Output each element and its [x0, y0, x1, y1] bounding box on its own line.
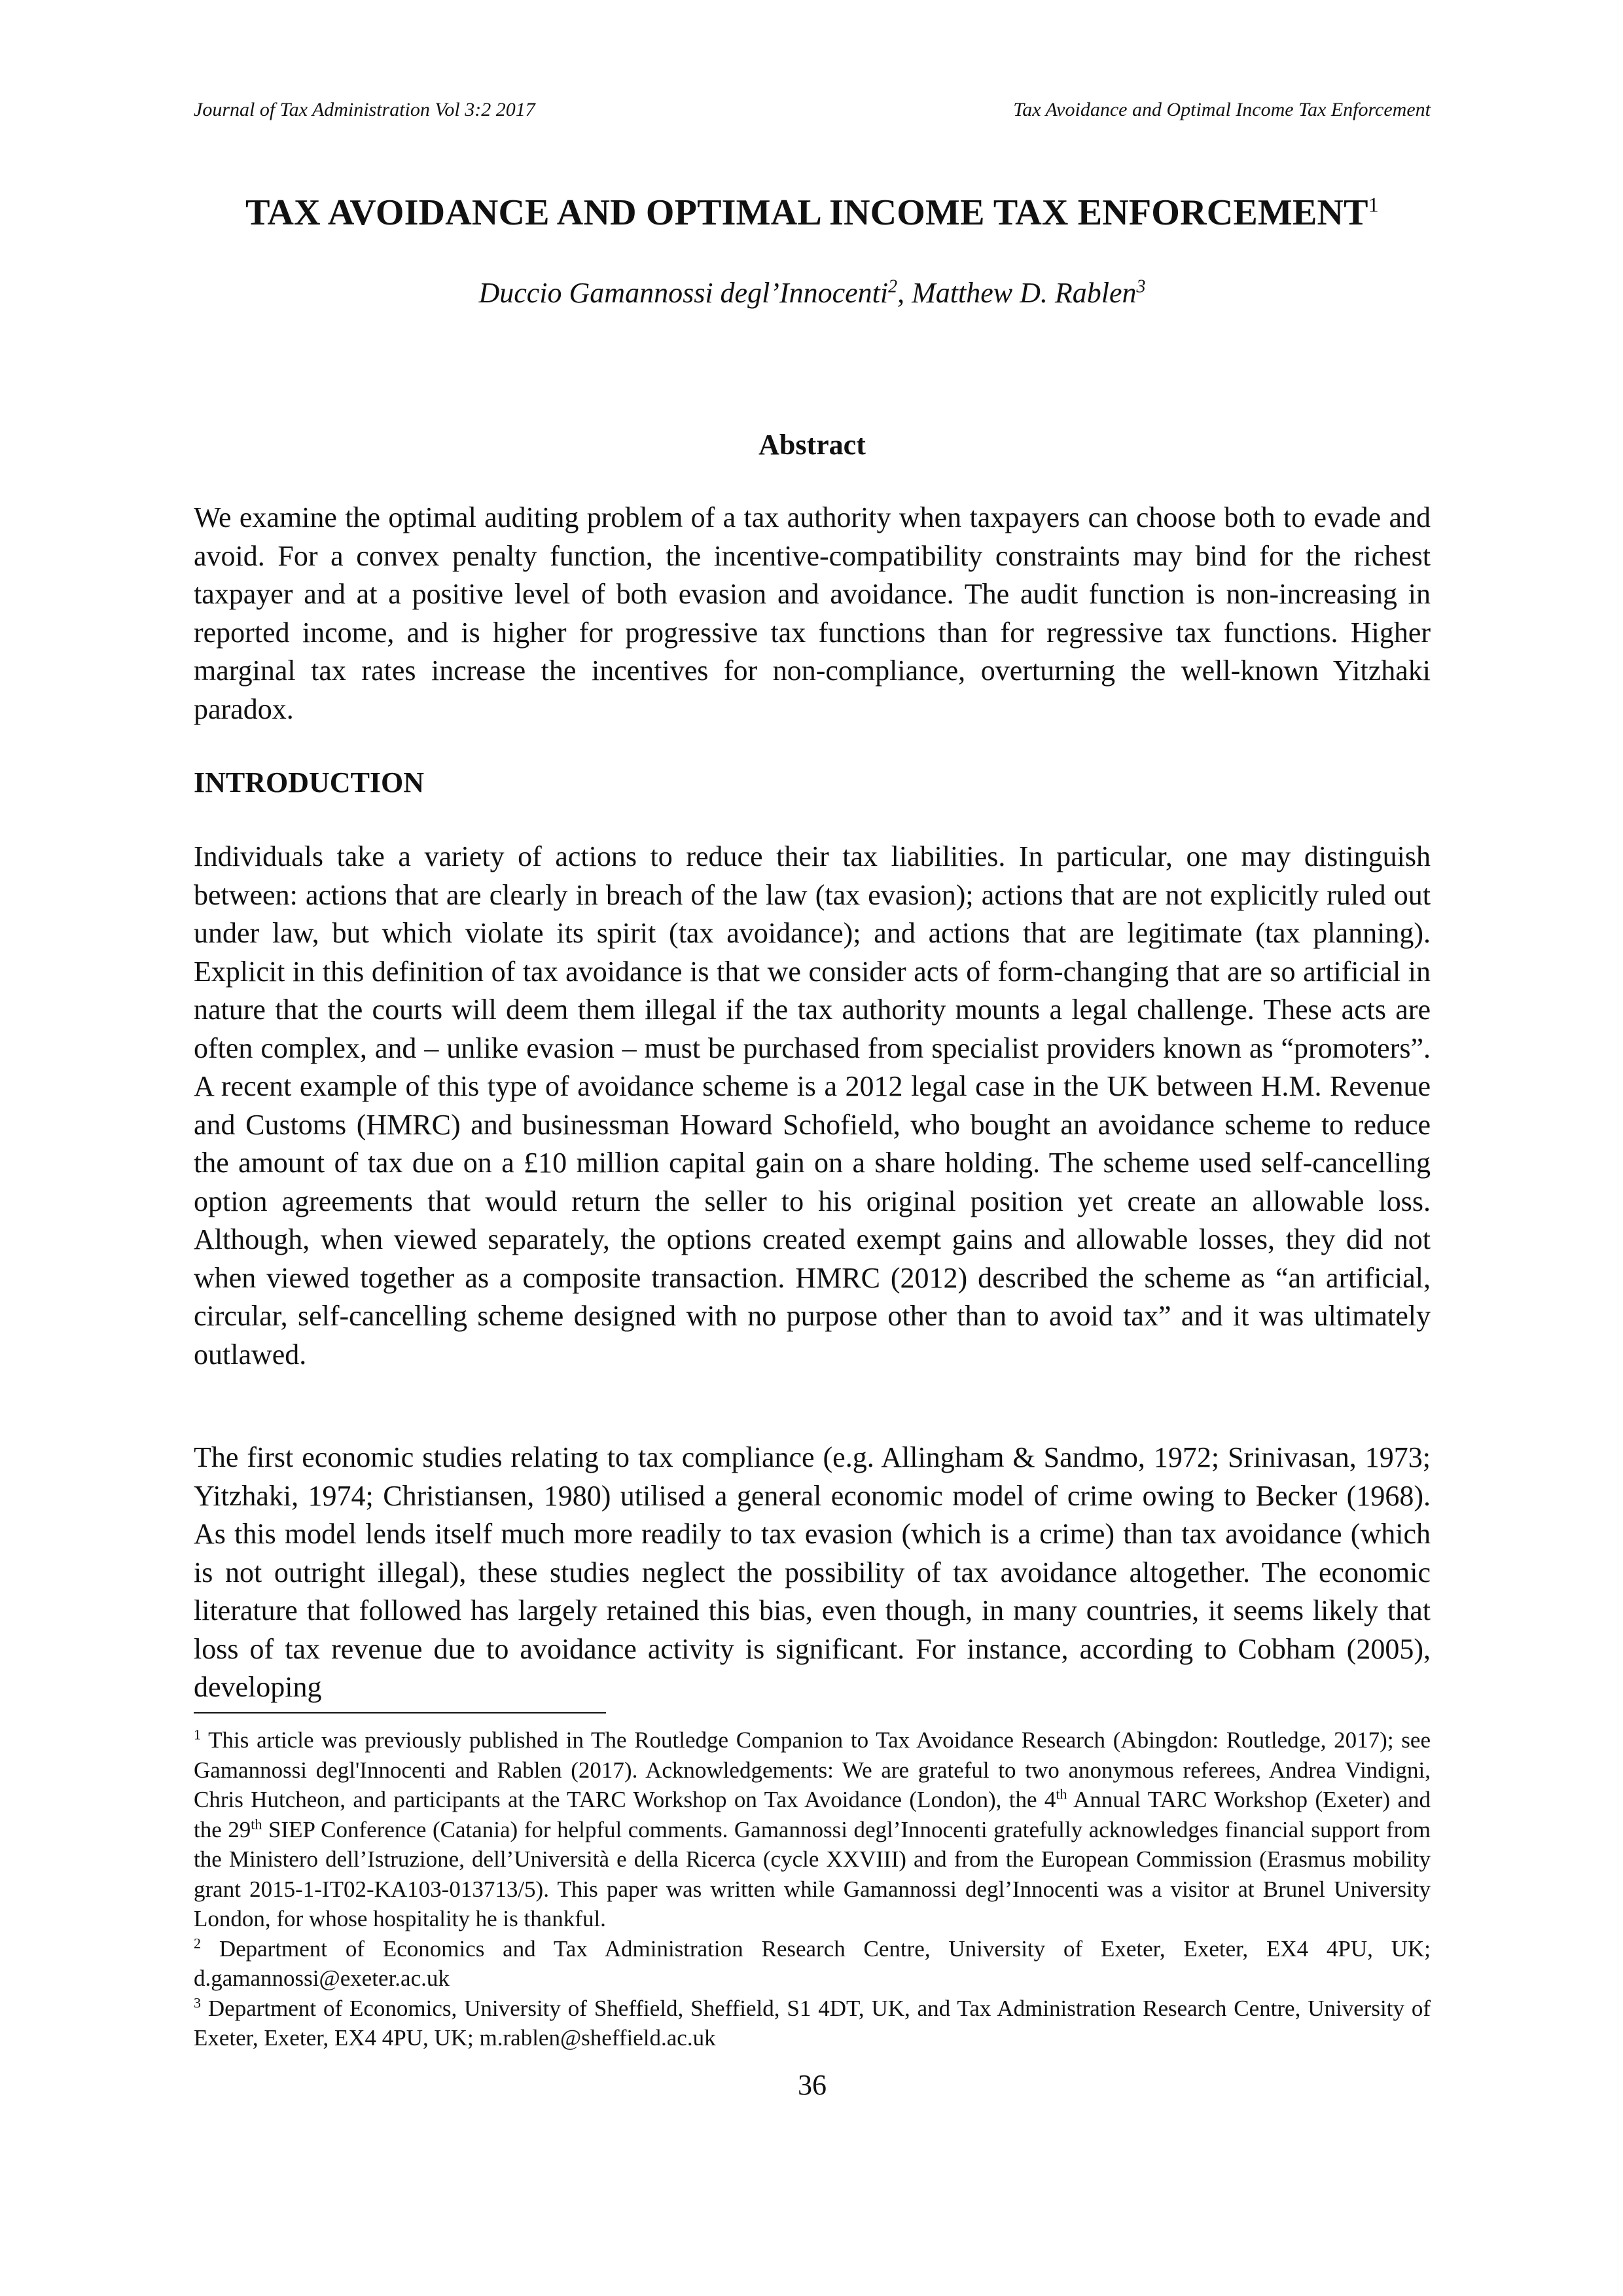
footnote-3	[194, 1994, 1431, 2053]
abstract-heading: Abstract	[758, 429, 866, 461]
introduction-heading: INTRODUCTION	[194, 766, 425, 798]
footnote-1	[194, 1725, 1431, 1934]
footnote-3-text: Department of Economics, University of Sheffield, Sheffield, S1 4DT, UK, and Tax Administration Research Centre, University of Exeter, Exeter, EX4 4PU, UK; m.rablen@sheffield.ac.uk	[194, 1995, 1431, 2051]
introduction-paragraph-2: The first economic studies relating to tax compliance (e.g. Allingham & Sandmo, 1972; Srinivasan, 1973; Yitzhaki, 1974; Christiansen, 1980) utilised a general economic model of crime owing to Becker (1968). As this model lends itself much more readily to tax evasion (which is a crime) than tax avoidance (which is not outright illegal), these studies neglect the possibility of tax avoidance altogether. The economic literature that followed has largely retained this bias, even though, in many countries, it seems likely that loss of tax revenue due to avoidance activity is significant. For instance, according to Cobham (2005), developing	[194, 1441, 1431, 1703]
title-footnote-mark[interactable]: 1	[1368, 192, 1379, 217]
author-line	[194, 275, 1431, 312]
author-2-footnote-mark[interactable]: 3	[1136, 276, 1146, 297]
footnote-2-mark: 2	[194, 1934, 201, 1951]
introduction-paragraph-1: Individuals take a variety of actions to reduce their tax liabilities. In particular, one may distinguish between: actions that are clearly in breach of the law (tax evasion); actions that are not explicitly ruled out under law, but which violate its spirit (tax avoidance); and actions that are legitimate (tax planning). Explicit in this definition of tax avoidance is that we consider acts of form-changing that are so artificial in nature that the courts will deem them illegal if the tax authority mounts a legal challenge. These acts are often complex, and – unlike evasion – must be purchased from specialist providers known as “promoters”. A recent example of this type of avoidance scheme is a 2012 legal case in the UK between H.M. Revenue and Customs (HMRC) and businessman Howard Schofield, who bought an avoidance scheme to reduce the amount of tax due on a £10 million capital gain on a share holding. The scheme used self-cancelling option agreements that would return the seller to his original position yet create an allowable loss. Although, when viewed separately, the options created exempt gains and allowable losses, they did not when viewed together as a composite transaction. HMRC (2012) described the scheme as “an artificial, circular, self-cancelling scheme designed with no purpose other than to avoid tax” and it was ultimately outlawed.	[194, 840, 1431, 1371]
footnote-1-text-c: SIEP Conference (Catania) for helpful comments. Gamannossi degl’Innocenti gratefully acknowledges financial support from the Ministero dell’Istruzione, dell’Università e della Ricerca (cycle XXVIII) and from the European Commission (Erasmus mobility grant 2015-1-IT02-KA103-013713/5). This paper was written while Gamannossi degl’Innocenti was a visitor at Brunel University London, for whose hospitality he is thankful.	[194, 1816, 1431, 1931]
footnote-2	[194, 1934, 1431, 1994]
footnote-2-text: Department of Economics and Tax Administration Research Centre, University of Exeter, Exeter, EX4 4PU, UK; d.gamannossi@exeter.ac.uk	[194, 1935, 1431, 1991]
author-1: Duccio Gamannossi degl’Innocenti	[478, 277, 889, 309]
page-number: 36	[798, 2069, 827, 2101]
footnote-1-text-a: This article was previously published in The Routledge Companion to Tax Avoidance Research (Abingdon: Routledge, 2017); see Gamannossi degl'Innocenti and Rablen (2017). Acknowledgements: We are grateful to two anonymous referees, Andrea Vindigni, Chris Hutcheon, and participants at the TARC Workshop on Tax Avoidance (London), the 4	[194, 1727, 1431, 1812]
abstract-text: We examine the optimal auditing problem of a tax authority when taxpayers can choose both to evade and avoid. For a convex penalty function, the incentive-compatibility constraints may bind for the richest taxpayer and at a positive level of both evasion and avoidance. The audit function is non-increasing in reported income, and is higher for progressive tax functions than for regressive tax functions. Higher marginal tax rates increase the incentives for non-compliance, overturning the well-known Yitzhaki paradox.	[194, 501, 1431, 725]
footnote-1-text-b: Annual TARC Workshop (Exeter) and the 29	[194, 1787, 1431, 1842]
author-2: Matthew D. Rablen	[912, 277, 1137, 309]
running-title: Tax Avoidance and Optimal Income Tax Enforcement	[1013, 99, 1431, 120]
paper-title-text: TAX AVOIDANCE AND OPTIMAL INCOME TAX ENFORCEMENT	[245, 192, 1368, 233]
author-1-footnote-mark[interactable]: 2	[888, 276, 898, 297]
footnote-1-ordinal-b: th	[251, 1815, 262, 1832]
journal-citation: Journal of Tax Administration Vol 3:2 2017	[194, 99, 535, 120]
paper-title	[194, 190, 1431, 236]
footnote-1-ordinal-a: th	[1056, 1785, 1067, 1803]
footnote-1-mark: 1	[194, 1726, 201, 1743]
footnotes	[194, 1725, 1431, 2053]
footnote-3-mark: 3	[194, 1994, 201, 2011]
footnote-divider	[194, 1712, 606, 1713]
author-separator: ,	[897, 277, 912, 309]
